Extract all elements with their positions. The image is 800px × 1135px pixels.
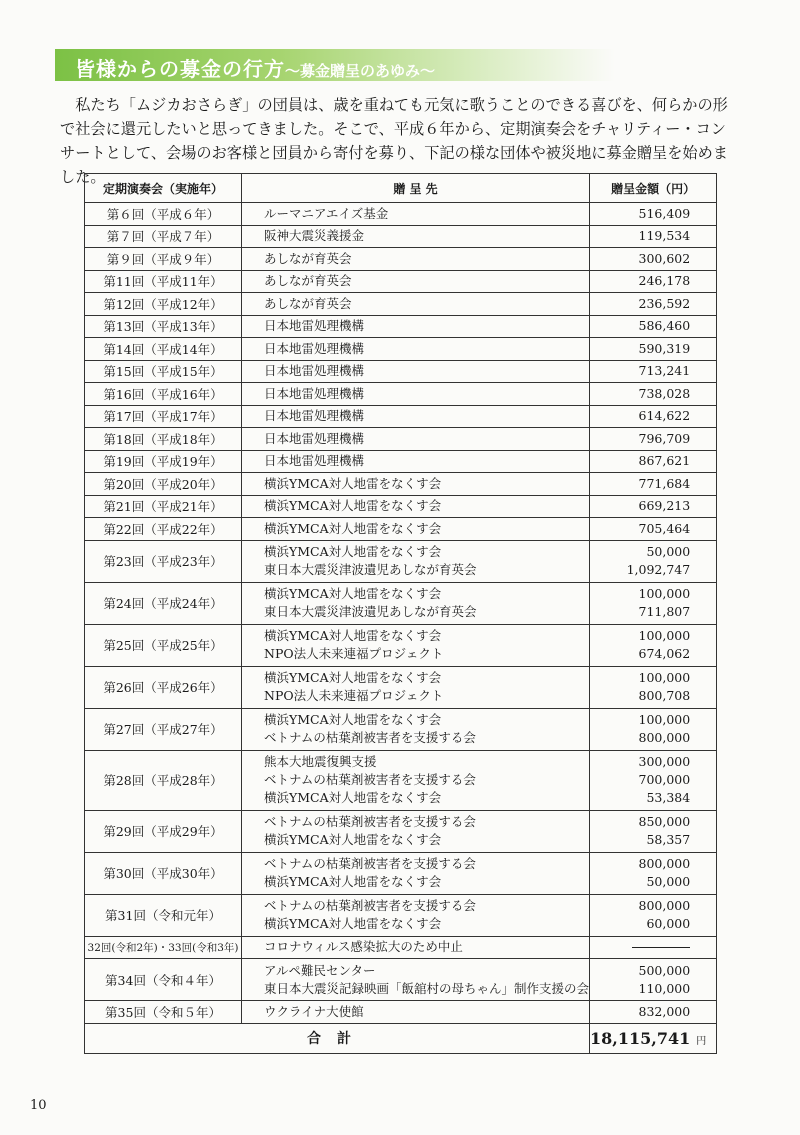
edition-cell: 第６回（平成６年）	[85, 203, 242, 226]
amount-value: 800,708	[638, 688, 691, 703]
recipient-cell	[242, 495, 590, 518]
amount-cell	[590, 315, 717, 338]
header-edition: 定期演奏会（実施年）	[85, 174, 242, 203]
edition-cell: 第17回（平成17年）	[85, 405, 242, 428]
amount-cell	[590, 225, 717, 248]
table-row	[85, 666, 717, 708]
amount-value: 58,357	[646, 832, 691, 847]
table-header-row	[85, 174, 717, 203]
table-row	[85, 582, 717, 624]
amount-value: 60,000	[646, 916, 691, 931]
table-row	[85, 225, 717, 248]
recipient-cell	[242, 852, 590, 894]
amount-value: 100,000	[638, 628, 691, 643]
amount-value: 700,000	[638, 772, 691, 787]
edition-cell: 第11回（平成11年）	[85, 270, 242, 293]
amount-cell	[590, 473, 717, 496]
amount-value: 100,000	[638, 670, 691, 685]
recipient-name: 日本地雷処理機構	[264, 408, 365, 424]
table-row	[85, 810, 717, 852]
table-row	[85, 708, 717, 750]
recipient-name: あしなが育英会	[264, 295, 352, 311]
amount-cell	[590, 810, 717, 852]
amount-value: 771,684	[638, 475, 691, 491]
edition-cell: 第34回（令和４年）	[85, 959, 242, 1001]
amount-value: 669,213	[638, 498, 691, 514]
amount-cell	[590, 293, 717, 316]
edition-cell: 第35回（令和５年）	[85, 1001, 242, 1024]
recipient-name: 東日本大震災津波遺児あしなが育英会	[264, 562, 477, 577]
edition-cell: 第７回（平成７年）	[85, 225, 242, 248]
recipient-cell	[242, 293, 590, 316]
total-amount: 18,115,741	[590, 1028, 691, 1048]
edition-cell: 第16回（平成16年）	[85, 383, 242, 406]
total-row	[85, 1023, 717, 1053]
amount-value: 800,000	[638, 856, 691, 871]
section-title-main: 皆様からの募金の行方	[75, 57, 285, 81]
amount-value: 586,460	[638, 318, 691, 334]
amount-value: 500,000	[638, 962, 691, 978]
recipient-cell	[242, 225, 590, 248]
amount-value: 738,028	[638, 385, 691, 401]
amount-cell	[590, 582, 717, 624]
recipient-cell	[242, 315, 590, 338]
amount-value: 705,464	[638, 520, 691, 536]
header-amount: 贈呈金額（円）	[590, 174, 717, 203]
table-row	[85, 360, 717, 383]
table-body	[85, 203, 717, 1054]
recipient-name: 横浜YMCA対人地雷をなくす会	[264, 544, 442, 559]
amount-cell	[590, 708, 717, 750]
amount-value: 53,384	[646, 790, 691, 805]
amount-cell	[590, 360, 717, 383]
recipient-name: 横浜YMCA対人地雷をなくす会	[264, 916, 442, 931]
section-subtitle: 〜募金贈呈のあゆみ〜	[285, 62, 436, 80]
amount-cell	[590, 624, 717, 666]
edition-cell: 第29回（平成29年）	[85, 810, 242, 852]
recipient-name: 東日本大震災津波遺児あしなが育英会	[264, 604, 477, 619]
recipient-cell	[242, 405, 590, 428]
edition-cell: 第15回（平成15年）	[85, 360, 242, 383]
amount-value: 100,000	[638, 586, 691, 601]
amount-cell	[590, 540, 717, 582]
amount-value: 711,807	[638, 604, 691, 619]
edition-cell: 第22回（平成22年）	[85, 518, 242, 541]
amount-value: 300,602	[638, 250, 691, 266]
edition-cell: 第23回（平成23年）	[85, 540, 242, 582]
recipient-name: 日本地雷処理機構	[264, 430, 365, 446]
amount-cell	[590, 270, 717, 293]
recipient-name: アルペ難民センター	[264, 962, 376, 978]
table-row	[85, 450, 717, 473]
amount-value: 832,000	[638, 1003, 691, 1019]
section-title	[75, 53, 435, 82]
recipient-name: 日本地雷処理機構	[264, 385, 365, 401]
recipient-name: 東日本大震災記録映画「飯舘村の母ちゃん」制作支援の会	[264, 980, 590, 996]
recipient-cell	[242, 936, 590, 959]
recipient-cell	[242, 540, 590, 582]
total-unit: 円	[696, 1035, 707, 1047]
table-row	[85, 203, 717, 226]
amount-cell	[590, 936, 717, 959]
recipient-cell	[242, 959, 590, 1001]
edition-cell: 第30回（平成30年）	[85, 852, 242, 894]
table-row	[85, 338, 717, 361]
recipient-cell	[242, 1001, 590, 1024]
recipient-name: 横浜YMCA対人地雷をなくす会	[264, 498, 442, 514]
recipient-cell	[242, 203, 590, 226]
table-row	[85, 270, 717, 293]
amount-cell	[590, 1001, 717, 1024]
amount-value: 850,000	[638, 814, 691, 829]
amount-value: 590,319	[638, 340, 691, 356]
amount-value: 800,000	[638, 898, 691, 913]
recipient-cell	[242, 270, 590, 293]
amount-cell	[590, 750, 717, 810]
edition-cell: 32回(令和2年)・33回(令和3年)	[85, 936, 242, 959]
edition-cell: 第14回（平成14年）	[85, 338, 242, 361]
table-row	[85, 293, 717, 316]
table-row	[85, 315, 717, 338]
table-row	[85, 894, 717, 936]
edition-cell: 第20回（平成20年）	[85, 473, 242, 496]
recipient-name: 横浜YMCA対人地雷をなくす会	[264, 712, 442, 727]
recipient-name: あしなが育英会	[264, 273, 352, 289]
amount-cell	[590, 428, 717, 451]
recipient-name: あしなが育英会	[264, 250, 352, 266]
recipient-cell	[242, 582, 590, 624]
table-row	[85, 248, 717, 271]
edition-cell: 第12回（平成12年）	[85, 293, 242, 316]
recipient-name: 横浜YMCA対人地雷をなくす会	[264, 586, 442, 601]
recipient-cell	[242, 473, 590, 496]
table-row	[85, 750, 717, 810]
amount-value: 50,000	[646, 544, 691, 559]
recipient-cell	[242, 750, 590, 810]
recipient-cell	[242, 450, 590, 473]
amount-value: 236,592	[638, 295, 691, 311]
amount-value: 516,409	[638, 205, 691, 221]
recipient-name: 日本地雷処理機構	[264, 318, 365, 334]
recipient-cell	[242, 338, 590, 361]
recipient-name: 横浜YMCA対人地雷をなくす会	[264, 475, 442, 491]
amount-cell	[590, 248, 717, 271]
page-number: 10	[30, 1098, 47, 1113]
table-row	[85, 473, 717, 496]
amount-value: 246,178	[638, 273, 691, 289]
amount-cell	[590, 383, 717, 406]
recipient-name: ベトナムの枯葉剤被害者を支援する会	[264, 856, 476, 871]
amount-value: 867,621	[638, 453, 691, 469]
recipient-name: ベトナムの枯葉剤被害者を支援する会	[264, 898, 476, 913]
amount-value: 300,000	[638, 754, 691, 769]
recipient-cell	[242, 810, 590, 852]
amount-cell	[590, 518, 717, 541]
edition-cell: 第９回（平成９年）	[85, 248, 242, 271]
recipient-cell	[242, 666, 590, 708]
recipient-name: 日本地雷処理機構	[264, 363, 365, 379]
amount-dash	[590, 938, 690, 956]
amount-value: 100,000	[638, 712, 691, 727]
table-row	[85, 518, 717, 541]
edition-cell: 第18回（平成18年）	[85, 428, 242, 451]
table-row	[85, 428, 717, 451]
edition-cell: 第13回（平成13年）	[85, 315, 242, 338]
recipient-name: 阪神大震災義援金	[264, 228, 365, 244]
header-recipient: 贈 呈 先	[242, 174, 590, 203]
edition-cell: 第26回（平成26年）	[85, 666, 242, 708]
edition-cell: 第25回（平成25年）	[85, 624, 242, 666]
recipient-name: 日本地雷処理機構	[264, 340, 365, 356]
recipient-name: コロナウィルス感染拡大のため中止	[264, 939, 463, 955]
table-row	[85, 959, 717, 1001]
amount-cell	[590, 959, 717, 1001]
amount-cell	[590, 203, 717, 226]
amount-value: 1,092,747	[626, 562, 691, 577]
recipient-name: 横浜YMCA対人地雷をなくす会	[264, 520, 442, 536]
amount-cell	[590, 852, 717, 894]
amount-value: 796,709	[638, 430, 691, 446]
recipient-name: 横浜YMCA対人地雷をなくす会	[264, 790, 442, 805]
recipient-name: 横浜YMCA対人地雷をなくす会	[264, 832, 442, 847]
recipient-name: NPO法人未来連福プロジェクト	[264, 688, 444, 703]
edition-cell: 第31回（令和元年）	[85, 894, 242, 936]
recipient-name: 熊本大地震復興支援	[264, 754, 377, 769]
recipient-cell	[242, 708, 590, 750]
edition-cell: 第28回（平成28年）	[85, 750, 242, 810]
dash-line	[632, 947, 690, 948]
amount-cell	[590, 405, 717, 428]
recipient-cell	[242, 428, 590, 451]
recipient-name: ベトナムの枯葉剤被害者を支援する会	[264, 772, 476, 787]
recipient-name: 横浜YMCA対人地雷をなくす会	[264, 670, 442, 685]
amount-value: 614,622	[638, 408, 691, 424]
section-title-banner	[55, 49, 615, 81]
total-label: 合計	[85, 1023, 590, 1053]
amount-cell	[590, 338, 717, 361]
recipient-name: ウクライナ大使館	[264, 1003, 364, 1019]
recipient-name: 横浜YMCA対人地雷をなくす会	[264, 874, 442, 889]
recipient-cell	[242, 360, 590, 383]
recipient-name: 横浜YMCA対人地雷をなくす会	[264, 628, 442, 643]
amount-value: 674,062	[638, 646, 691, 661]
edition-cell: 第27回（平成27年）	[85, 708, 242, 750]
recipient-name: ルーマニアエイズ基金	[264, 205, 389, 221]
total-amount-cell	[590, 1023, 717, 1053]
table-row	[85, 540, 717, 582]
recipient-cell	[242, 518, 590, 541]
amount-value: 119,534	[638, 228, 691, 244]
amount-value: 713,241	[638, 363, 691, 379]
amount-cell	[590, 450, 717, 473]
intro-paragraph: 私たち「ムジカおさらぎ」の団員は、歳を重ねても元気に歌うことのできる喜びを、何らかの形で社会に還元したいと思ってきました。そこで、平成６年から、定期演奏会をチャリティー・コンサートとして、会場のお客様と団員から寄付を募り、下記の様な団体や被災地に募金贈呈を始めました。	[60, 96, 728, 186]
table-row	[85, 1001, 717, 1024]
amount-value: 110,000	[638, 980, 691, 996]
amount-cell	[590, 495, 717, 518]
table-row	[85, 405, 717, 428]
table-row	[85, 495, 717, 518]
recipient-name: NPO法人未来連福プロジェクト	[264, 646, 444, 661]
amount-value: 50,000	[646, 874, 691, 889]
table-row	[85, 852, 717, 894]
recipient-name: 日本地雷処理機構	[264, 453, 365, 469]
recipient-cell	[242, 248, 590, 271]
table-row	[85, 936, 717, 959]
table-row	[85, 624, 717, 666]
recipient-name: ベトナムの枯葉剤被害者を支援する会	[264, 730, 476, 745]
table-row	[85, 383, 717, 406]
amount-cell	[590, 666, 717, 708]
recipient-name: ベトナムの枯葉剤被害者を支援する会	[264, 814, 476, 829]
edition-cell: 第19回（平成19年）	[85, 450, 242, 473]
edition-cell: 第24回（平成24年）	[85, 582, 242, 624]
donation-table	[84, 173, 717, 1054]
recipient-cell	[242, 894, 590, 936]
recipient-cell	[242, 624, 590, 666]
amount-value: 800,000	[638, 730, 691, 745]
edition-cell: 第21回（平成21年）	[85, 495, 242, 518]
recipient-cell	[242, 383, 590, 406]
amount-cell	[590, 894, 717, 936]
